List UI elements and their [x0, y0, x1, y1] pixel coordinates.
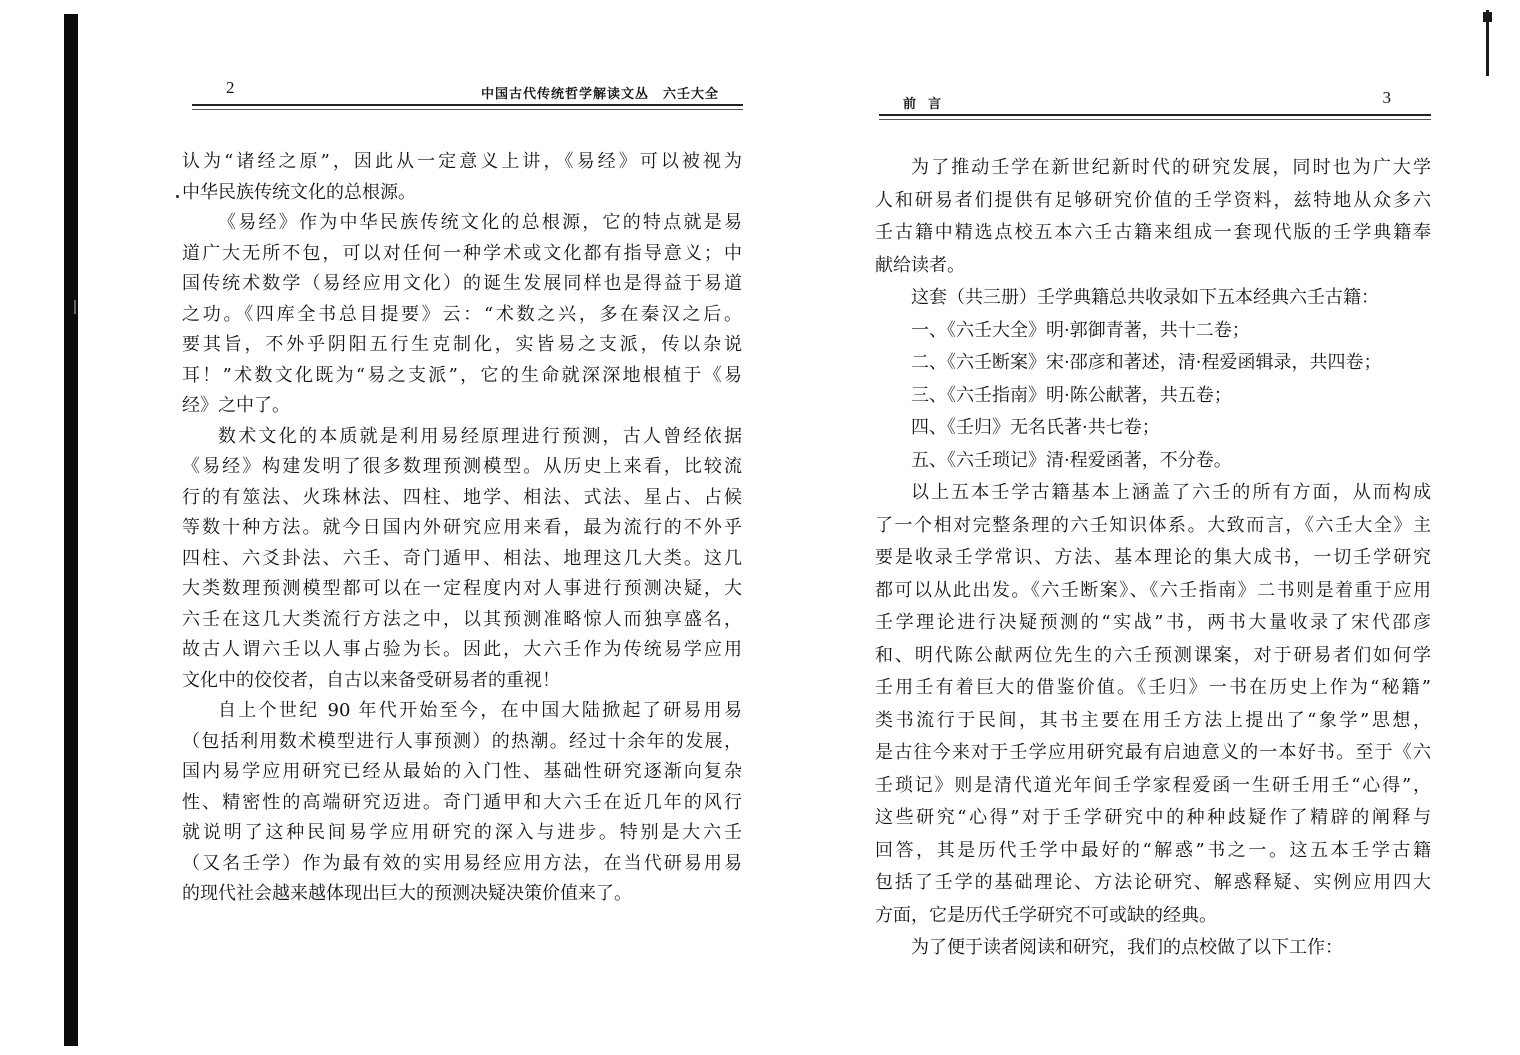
text-line: 壬琐记》则是清代道光年间壬学家程爱函一生研壬用壬“心得”，	[875, 774, 1431, 796]
text-line: 四、《壬归》无名氏著·共七卷；	[911, 417, 1160, 438]
text-line: 五、《六壬琐记》清·程爱函著，不分卷。	[911, 449, 1232, 471]
text-line: 之功。《四库全书总目提要》云：“术数之兴，多在秦汉之后。	[182, 303, 742, 325]
scan-mark-right	[1486, 10, 1489, 76]
text-line: 性、精密性的高端研究迈进。奇门遁甲和大六壬在近几年的风行	[182, 791, 742, 813]
text-line: 《易经》作为中华民族传统文化的总根源，它的特点就是易	[218, 212, 742, 233]
text-line: 要是收录壬学常识、方法、基本理论的集大成书，一切壬学研究	[875, 547, 1431, 568]
text-line: 以上五本壬学古籍基本上涵盖了六壬的所有方面，从而构成	[911, 482, 1431, 503]
text-line: 国传统术数学（易经应用文化）的诞生发展同样也是得益于易道	[182, 273, 742, 294]
right-running-title: 前言	[903, 97, 954, 112]
right-page-body	[875, 152, 1431, 965]
text-line: 国内易学应用研究已经从最始的入门性、基础性研究逐渐向复杂	[182, 761, 742, 782]
text-line: （包括利用数术模型进行人事预测）的热潮。经过十余年的发展，	[182, 730, 742, 752]
text-line: 经》之中了。	[182, 395, 290, 416]
text-line: 这套（共三册）壬学典籍总共收录如下五本经典六壬古籍：	[911, 287, 1379, 308]
text-line: 二、《六壬断案》宋·邵彦和著述，清·程爱函辑录，共四卷；	[911, 352, 1382, 373]
scan-speck	[176, 195, 179, 198]
text-line: 壬用壬有着巨大的借鉴价值。《壬归》一书在历史上作为“秘籍”	[875, 677, 1431, 698]
header-rule	[192, 104, 743, 106]
text-line: 四柱、六爻卦法、六壬、奇门遁甲、相法、地理这几大类。这几	[182, 547, 742, 569]
text-line: 和、明代陈公献两位先生的六壬预测课案，对于研易者们如何学	[875, 644, 1431, 666]
text-line: 了一个相对完整条理的六壬知识体系。大致而言，《六壬大全》主	[875, 514, 1431, 536]
header-rule-thin	[192, 109, 743, 110]
left-page-header	[192, 76, 743, 106]
text-line: 为了推动壬学在新世纪新时代的研究发展，同时也为广大学	[911, 157, 1431, 178]
text-line: 大类数理预测模型都可以在一定程度内对人事进行预测决疑，大	[182, 578, 742, 599]
text-line: 方面，它是历代壬学研究不可或缺的经典。	[875, 904, 1217, 926]
header-rule	[879, 114, 1431, 116]
text-line: 要其旨，不外乎阴阳五行生克制化，实皆易之支派，传以杂说	[182, 334, 742, 355]
scan-speck	[74, 300, 76, 314]
text-line: 为了便于读者阅读和研究，我们的点校做了以下工作：	[911, 937, 1343, 958]
left-running-title: 中国古代传统哲学解读文丛 六壬大全	[480, 87, 719, 102]
scan-binding-edge	[64, 14, 78, 1046]
text-line: 都可以从此出发。《六壬断案》、《六壬指南》二书则是着重于应用	[875, 579, 1431, 601]
text-line: （又名壬学）作为最有效的实用易经应用方法，在当代研易用易	[182, 852, 742, 874]
text-line: 中华民族传统文化的总根源。	[182, 181, 416, 203]
text-line: 回答，其是历代壬学中最好的“解惑”书之一。这五本壬学古籍	[875, 839, 1431, 861]
text-line: 壬学理论进行决疑预测的“实战”书，两书大量收录了宋代邵彦	[875, 612, 1431, 633]
right-page-header	[879, 86, 1431, 116]
text-line: 自上个世纪 90 年代开始至今，在中国大陆掀起了研易用易	[218, 700, 742, 721]
text-line: 文化中的佼佼者，自古以来备受研易者的重视！	[182, 669, 560, 691]
left-page-body	[182, 147, 742, 910]
text-line: 类书流行于民间，其书主要在用壬方法上提出了“象学”思想，	[875, 709, 1431, 731]
text-line: 行的有筮法、火珠林法、四柱、地学、相法、式法、星占、占候	[182, 486, 742, 508]
left-page-number: 2	[226, 78, 235, 97]
text-line: 耳！”术数文化既为“易之支派”，它的生命就深深地根植于《易	[182, 364, 742, 386]
text-line: 认为“诸经之原”，因此从一定意义上讲，《易经》可以被视为	[182, 151, 742, 172]
text-line: 六壬在这几大类流行方法之中，以其预测准略惊人而独享盛名，	[182, 608, 742, 630]
text-line: 献给读者。	[875, 254, 965, 276]
text-line: 《易经》构建发明了很多数理预测模型。从历史上来看，比较流	[182, 456, 742, 477]
text-line: 人和研易者们提供有足够研究价值的壬学资料，兹特地从众多六	[875, 189, 1431, 211]
text-line: 壬古籍中精选点校五本六壬古籍来组成一套现代版的壬学典籍奉	[875, 222, 1431, 243]
text-line: 一、《六壬大全》明·郭御青著，共十二卷；	[911, 319, 1250, 341]
text-line: 的现代社会越来越体现出巨大的预测决疑决策价值来了。	[182, 883, 632, 904]
right-page-number: 3	[1382, 88, 1391, 107]
text-line: 这些研究“心得”对于壬学研究中的种种歧疑作了精辟的阐释与	[875, 807, 1431, 828]
text-line: 数术文化的本质就是利用易经原理进行预测，古人曾经依据	[218, 425, 742, 447]
text-line: 道广大无所不包，可以对任何一种学术或文化都有指导意义；中	[182, 242, 742, 264]
text-line: 包括了壬学的基础理论、方法论研究、解惑释疑、实例应用四大	[875, 872, 1431, 893]
text-line: 三、《六壬指南》明·陈公献著，共五卷；	[911, 384, 1232, 406]
header-rule-thin	[879, 119, 1431, 120]
text-line: 就说明了这种民间易学应用研究的深入与进步。特别是大六壬	[182, 822, 742, 843]
text-line: 等数十种方法。就今日国内外研究应用来看，最为流行的不外乎	[182, 517, 742, 538]
text-line: 是古往今来对于壬学应用研究最有启迪意义的一本好书。至于《六	[875, 742, 1431, 763]
text-line: 故古人谓六壬以人事占验为长。因此，大六壬作为传统易学应用	[182, 639, 742, 660]
